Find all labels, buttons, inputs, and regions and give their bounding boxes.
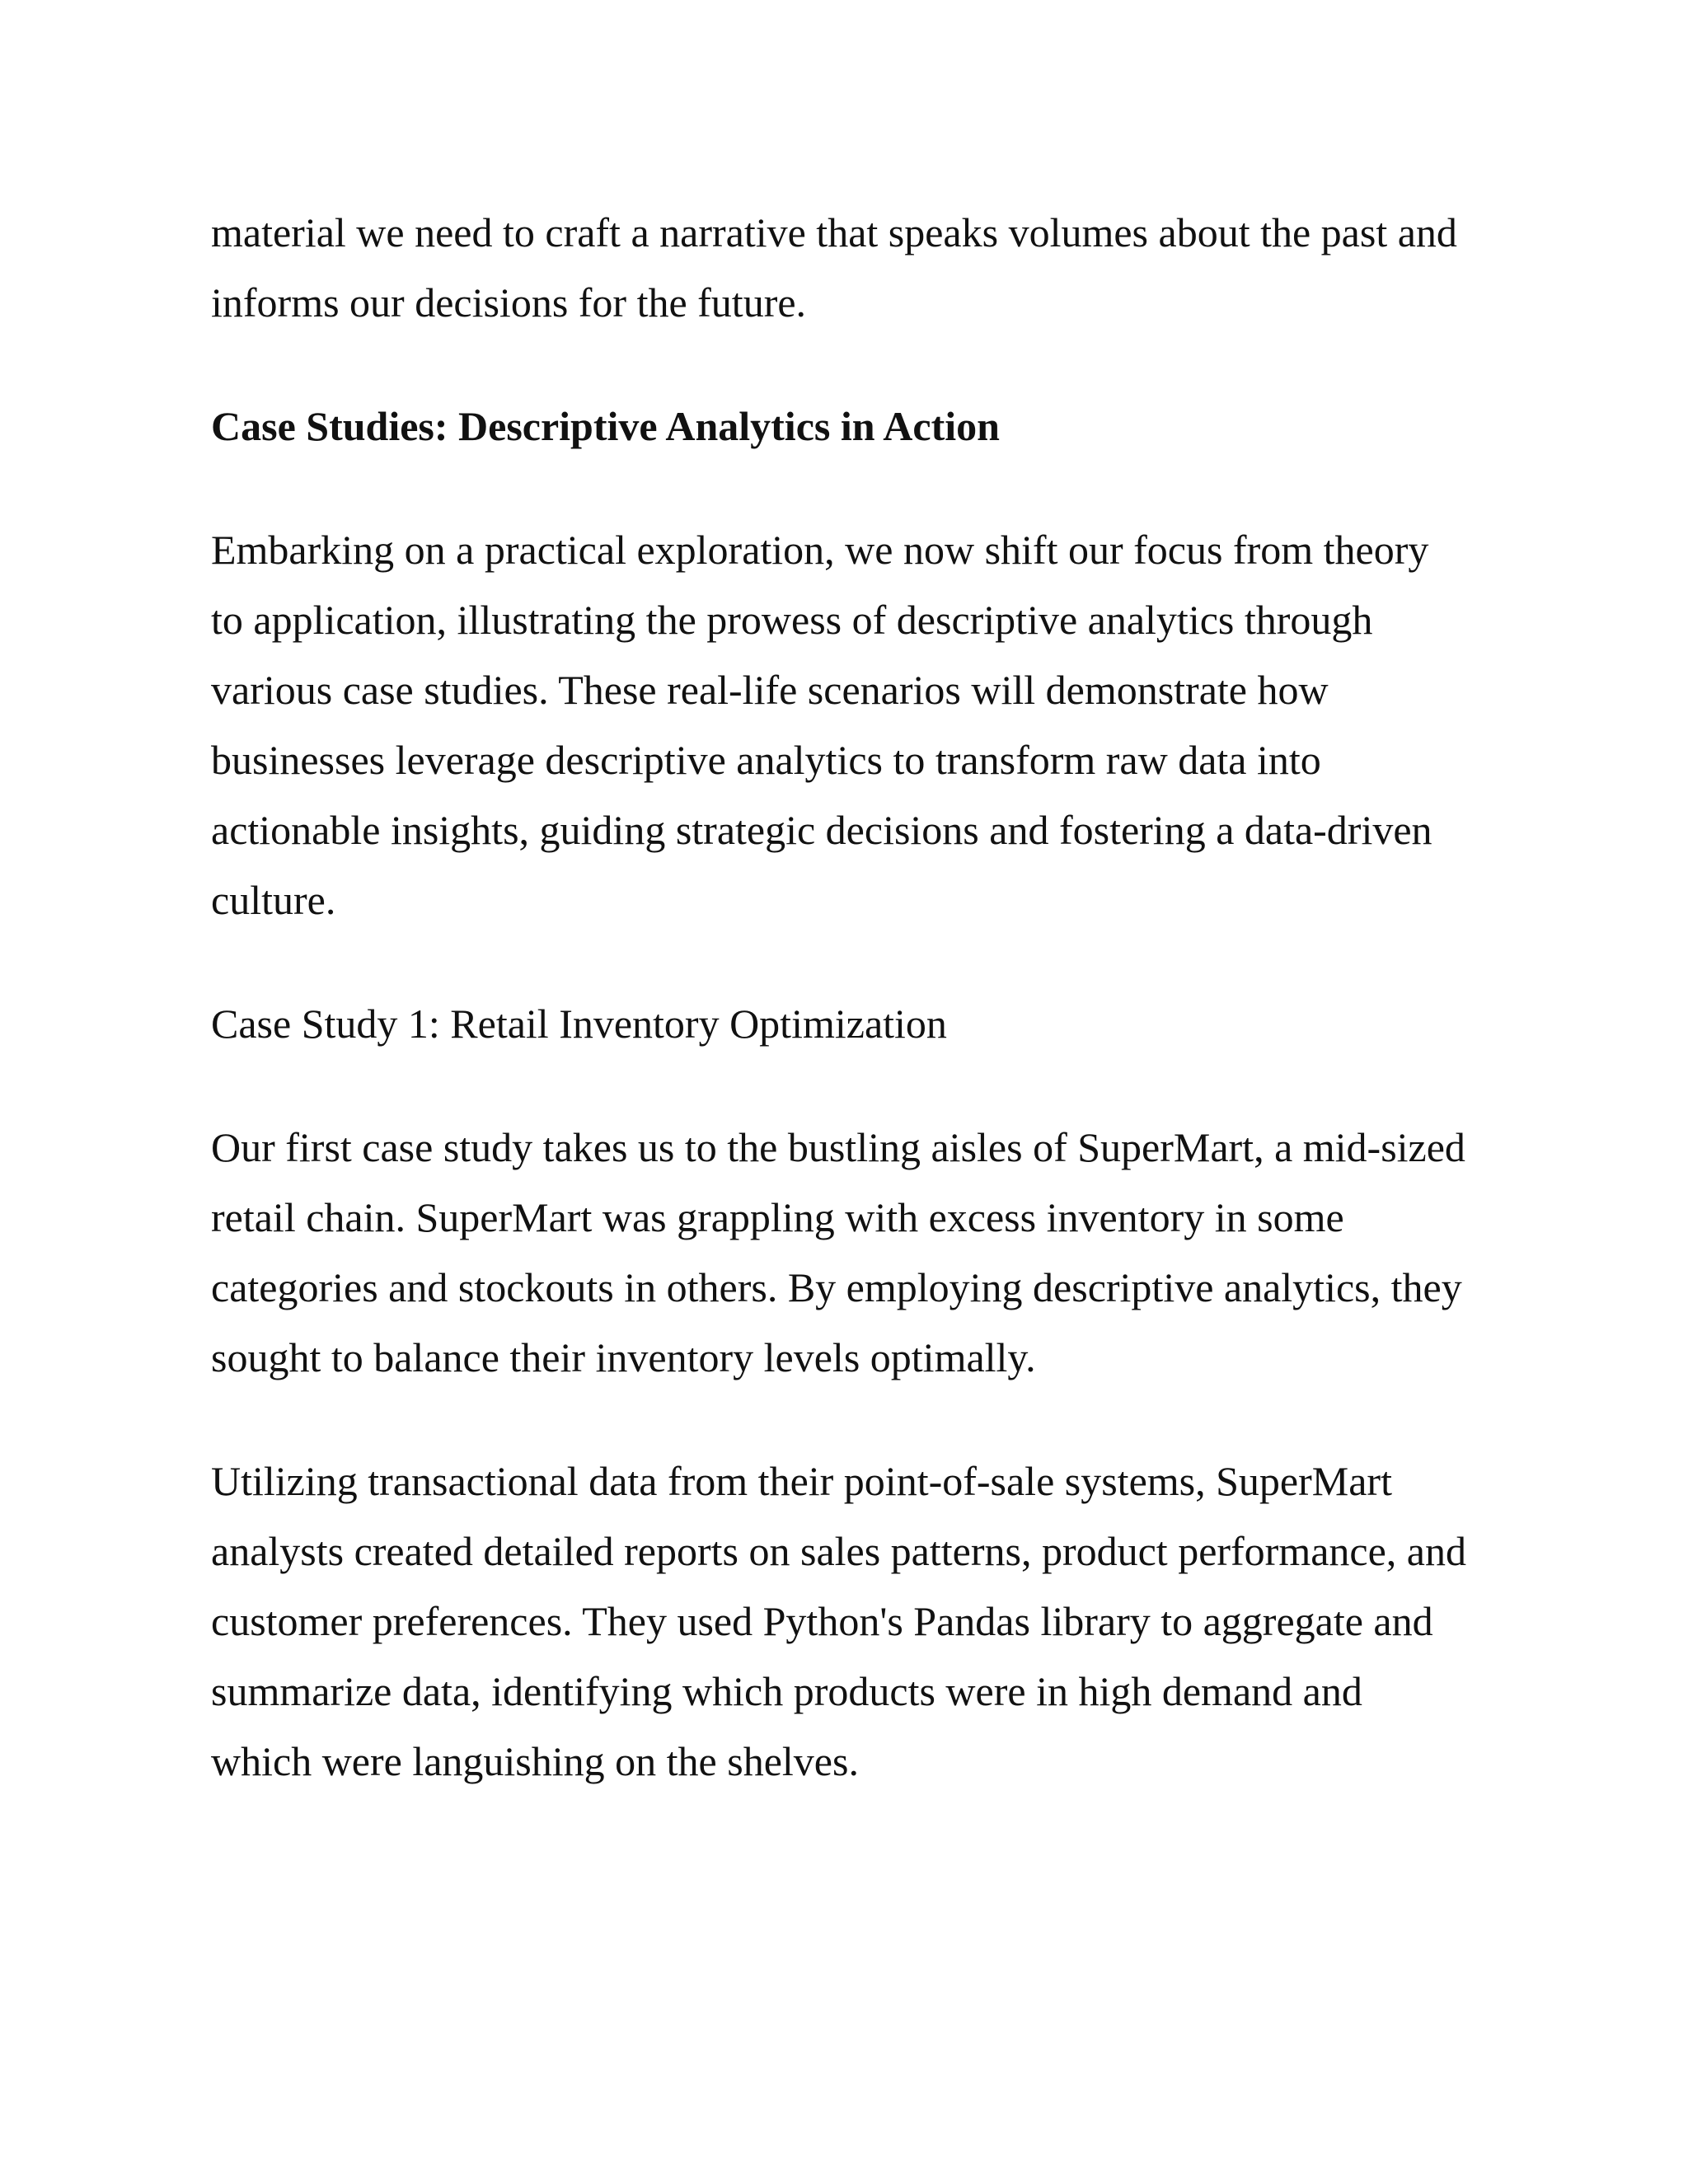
text-line: businesses leverage descriptive analytics to transform raw data into bbox=[211, 737, 1321, 783]
text-line: various case studies. These real-life scenarios will demonstrate how bbox=[211, 667, 1329, 713]
case-study-1-paragraph-2 bbox=[211, 1446, 1497, 1797]
text-line: retail chain. SuperMart was grappling with excess inventory in some bbox=[211, 1194, 1344, 1240]
case-study-1-paragraph-1 bbox=[211, 1113, 1497, 1393]
text-line: which were languishing on the shelves. bbox=[211, 1738, 859, 1784]
text-line: to application, illustrating the prowess of descriptive analytics through bbox=[211, 597, 1373, 643]
text-line: actionable insights, guiding strategic decisions and fostering a data-driven bbox=[211, 807, 1432, 853]
text-line: Utilizing transactional data from their point-of-sale systems, SuperMart bbox=[211, 1458, 1392, 1504]
case-study-1-title: Case Study 1: Retail Inventory Optimization bbox=[211, 1001, 947, 1047]
text-line: summarize data, identifying which products were in high demand and bbox=[211, 1668, 1362, 1714]
section-heading: Case Studies: Descriptive Analytics in Action bbox=[211, 403, 1000, 449]
text-line: Embarking on a practical exploration, we now shift our focus from theory bbox=[211, 527, 1429, 573]
intro-paragraph bbox=[211, 198, 1497, 338]
text-line: analysts created detailed reports on sales patterns, product performance, and bbox=[211, 1528, 1466, 1574]
page-content bbox=[211, 198, 1497, 1850]
text-line: Our first case study takes us to the bustling aisles of SuperMart, a mid-sized bbox=[211, 1124, 1465, 1170]
text-line: customer preferences. They used Python's Pandas library to aggregate and bbox=[211, 1598, 1433, 1644]
text-line: informs our decisions for the future. bbox=[211, 279, 807, 326]
text-line: culture. bbox=[211, 877, 336, 923]
section-intro-paragraph bbox=[211, 515, 1497, 935]
text-line: sought to balance their inventory levels optimally. bbox=[211, 1334, 1036, 1380]
text-line: material we need to craft a narrative that speaks volumes about the past and bbox=[211, 209, 1457, 255]
text-line: categories and stockouts in others. By employing descriptive analytics, they bbox=[211, 1264, 1462, 1310]
